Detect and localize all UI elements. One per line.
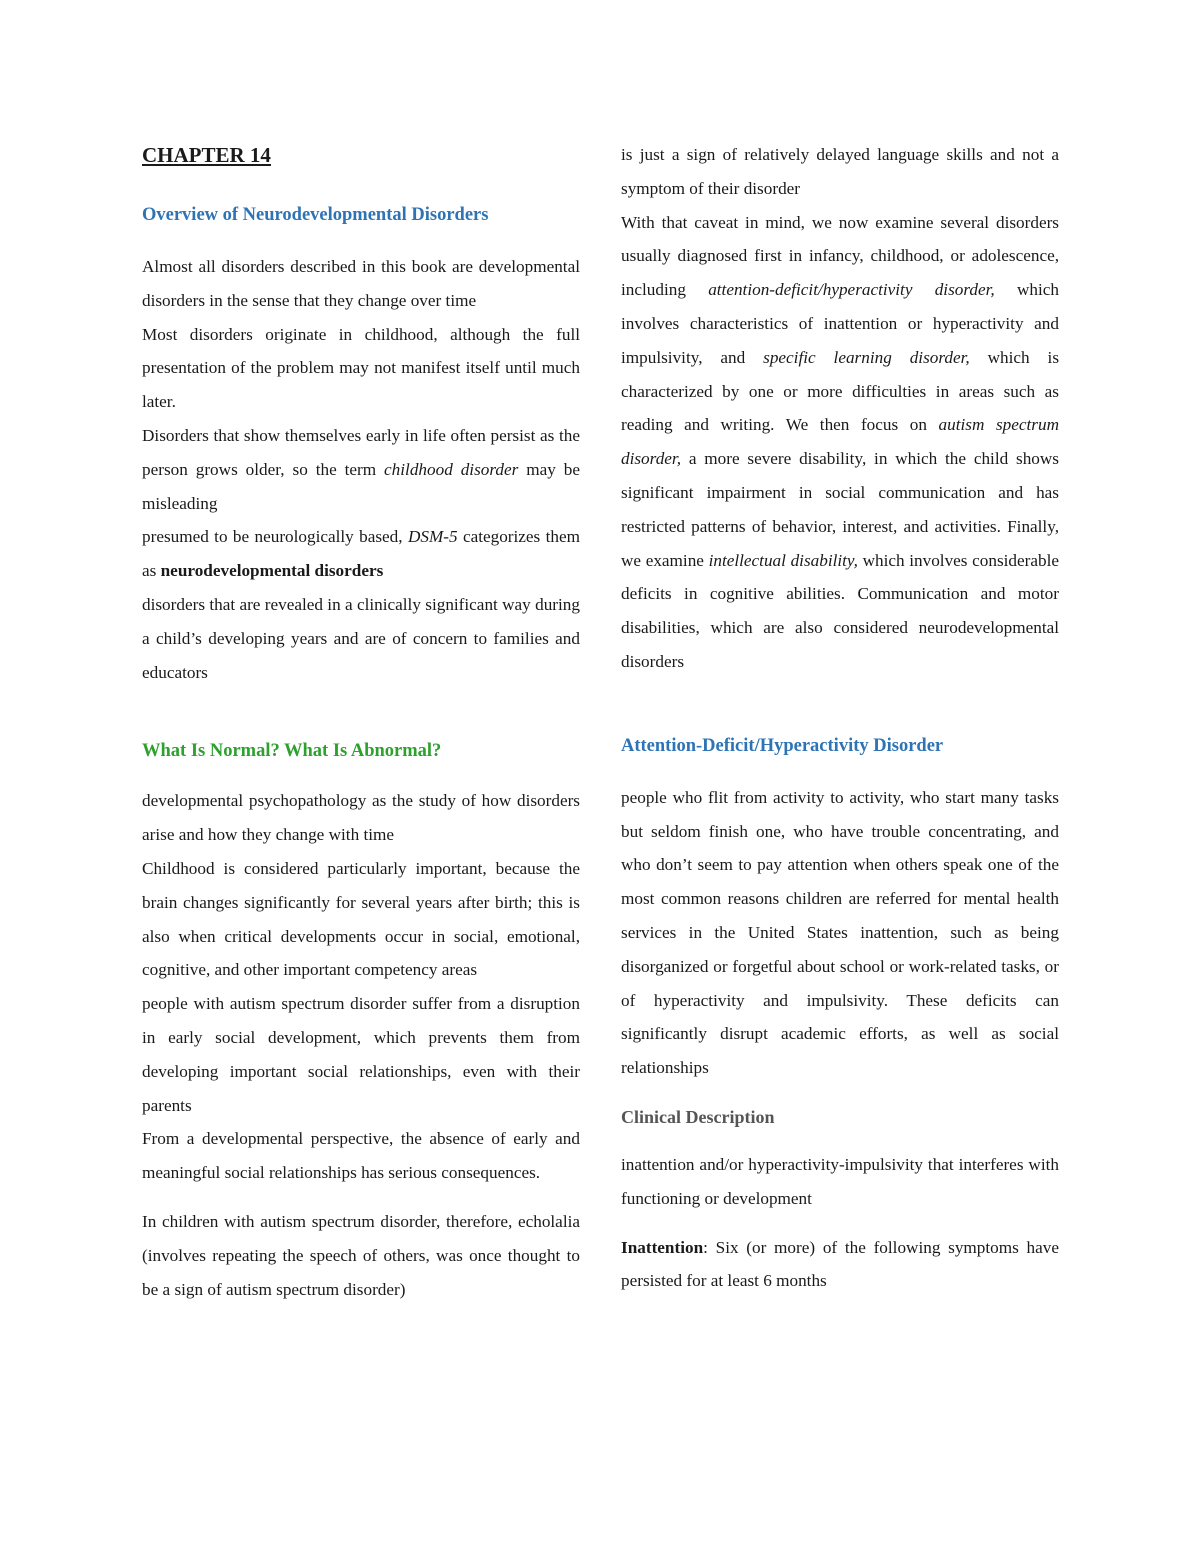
text: which is characterized by one or more difficulties in areas such as reading and writing. We then focus on [621,347,1060,435]
key-term: Inattention [621,1237,704,1257]
spacer [621,679,1059,729]
text: which involves characteristics of inattention or hyperactivity and impulsivity, and [621,280,1059,367]
text: : Six (or more) of the following symptoms have persisted for at least 6 months [621,1237,1059,1291]
text: With that caveat in mind, we now examine several disorders usually diagnosed first in infancy, childhood, or adolescence, including [621,212,1059,300]
heading-adhd: Attention-Deficit/Hyperactivity Disorder [621,735,944,756]
chapter-title: CHAPTER 14 [142,143,271,167]
paragraph: developmental psychopathology as the study of how disorders arise and how they change with time [142,791,580,845]
paragraph [142,419,580,520]
emphasis: autism spectrum disorder, [621,415,1059,469]
spacer [142,704,580,734]
text: may be misleading [142,459,580,513]
paragraph: people with autism spectrum disorder suffer from a disruption in early social development, which prevents them from developing important social relationships, even with their parents [142,994,580,1115]
paragraph [142,520,580,588]
emphasis: attention-deficit/hyperactivity disorder, [708,280,995,300]
paragraph [621,1231,1059,1299]
paragraph: Most disorders originate in childhood, although the full presentation of the problem may not manifest itself until much later. [142,324,580,412]
emphasis: specific learning disorder, [763,347,970,367]
emphasis: intellectual disability, [708,550,858,570]
heading-normal-abnormal: What Is Normal? What Is Abnormal? [142,741,442,762]
paragraph: Almost all disorders described in this book are developmental disorders in the sense that they change over time [142,257,580,310]
paragraph: disorders that are revealed in a clinically significant way during a child’s developing years and are of concern to families and educators [142,594,580,682]
text: categorizes them as [142,527,580,581]
heading-overview: Overview of Neurodevelopmental Disorders [142,205,489,225]
paragraph: Childhood is considered particularly important, because the brain changes significantly for several years after birth; this is also when critical developments occur in social, emotional, cognitive, and other important competency areas [142,858,580,980]
paragraph: is just a sign of relatively delayed language skills and not a symptom of their disorder [621,145,1059,198]
text: presumed to be neurologically based, [142,527,408,547]
emphasis: childhood disorder [384,459,519,479]
left-column [142,138,580,1306]
emphasis: DSM-5 [407,527,458,547]
paragraph: people who flit from activity to activity, who start many tasks but seldom finish one, who have trouble concentrating, and who don’t seem to pay attention when others speak one of the most common reasons children are referred for mental health services in the United States inattention, such as being disorganized or forgetful about school or work-related tasks, or of hyperactivity and impulsivity. These deficits can significantly disrupt academic efforts, as well as social relationships [621,787,1059,1078]
heading-clinical-description: Clinical Description [621,1106,775,1127]
paragraph: inattention and/or hyperactivity-impulsivity that interferes with functioning or development [621,1154,1059,1208]
paragraph: In children with autism spectrum disorder, therefore, echolalia (involves repeating the speech of others, was once thought to be a sign of autism spectrum disorder) [142,1211,580,1299]
key-term: neurodevelopmental disorders [160,561,384,581]
text: a more severe disability, in which the child shows significant impairment in social communication and has restricted patterns of behavior, interest, and activities. Finally, we examine [621,449,1059,570]
right-column [621,138,1059,1298]
paragraph: From a developmental perspective, the absence of early and meaningful social relationships has serious consequences. [142,1129,580,1183]
text: which involves considerable deficits in cognitive abilities. Communication and motor disabilities, which are also considered neurodevelopmental disorders [621,550,1059,671]
paragraph [621,206,1059,679]
text: Disorders that show themselves early in life often persist as the person grows older, so the term [142,425,580,479]
